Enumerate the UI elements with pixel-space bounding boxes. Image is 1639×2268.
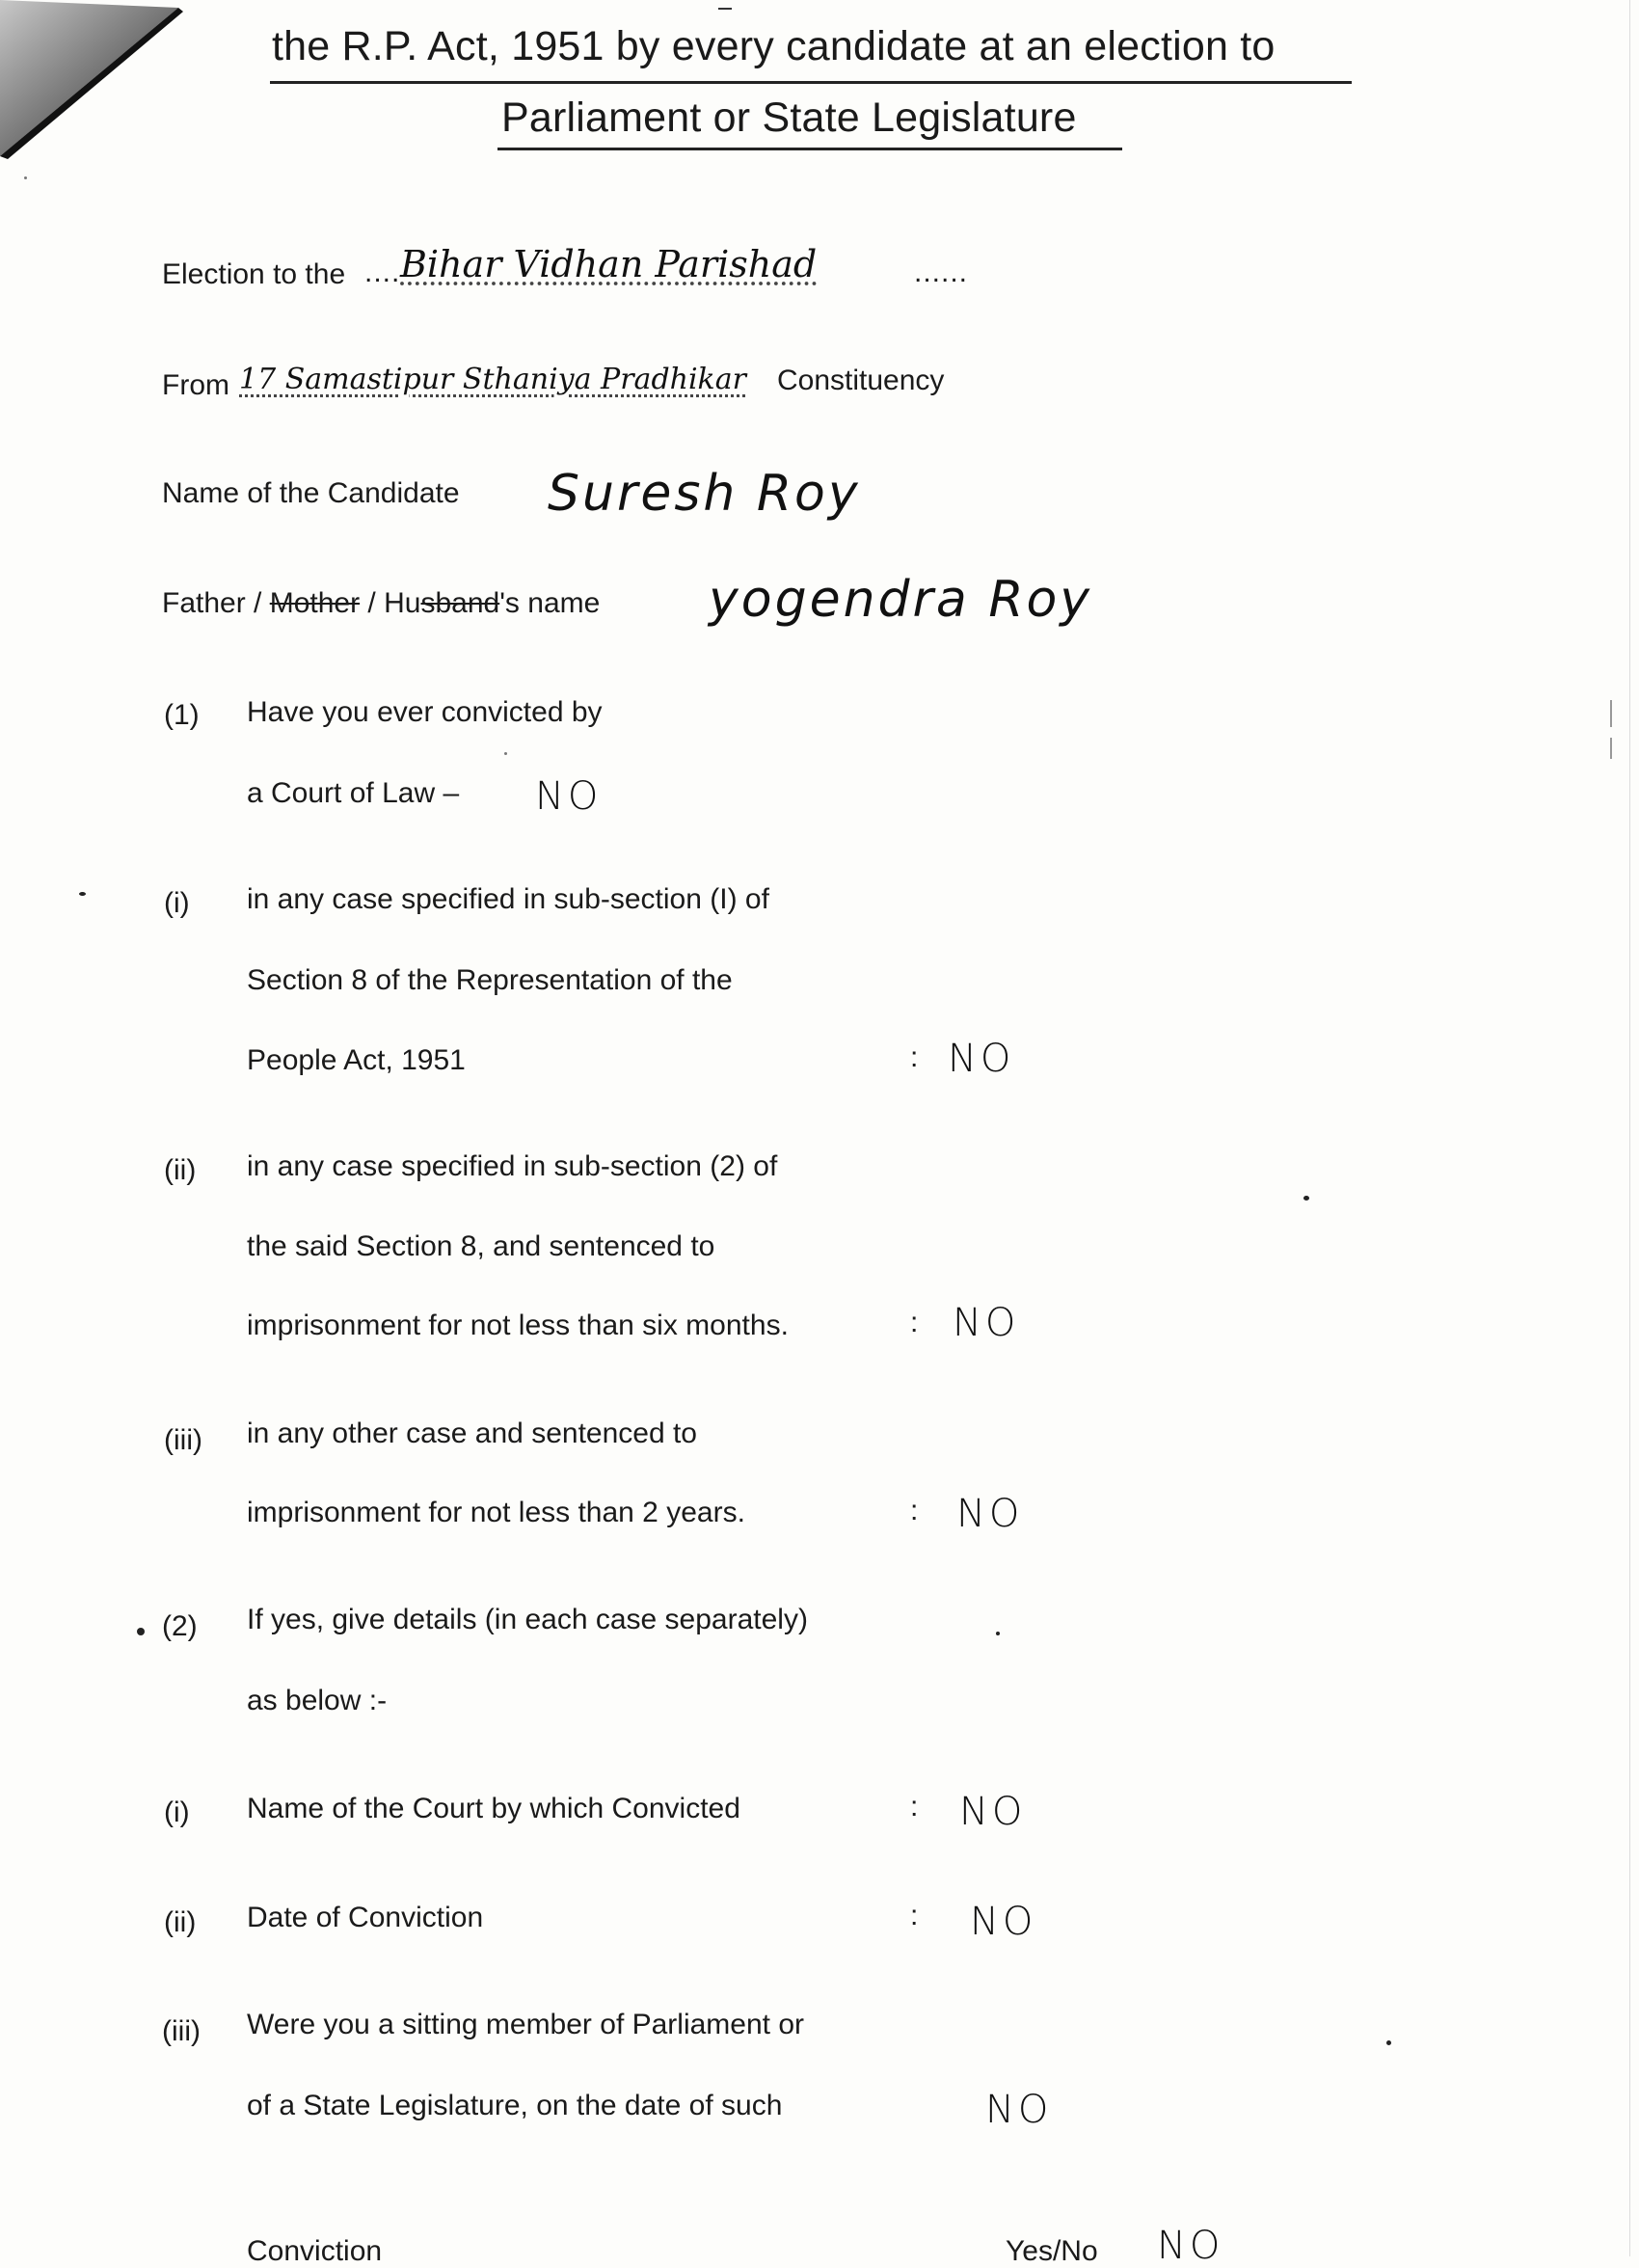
item-number: (1) [164,699,200,731]
footer-answer: NO [1157,2224,1224,2268]
item-line: Name of the Court by which Convicted [247,1793,740,1824]
item-answer: NO [535,774,603,819]
item-line: the said Section 8, and sentenced to [247,1230,715,1262]
from-value: 17 Samastipur Sthaniya Pradhikar [239,363,746,396]
header-rule-2 [497,148,1122,150]
election-dots-left: .... [364,256,401,288]
item-line: in any case specified in sub-section (2) of [247,1150,778,1182]
item-answer: NO [948,1037,1015,1081]
scan-speck [1386,2040,1391,2045]
relation-father: Father / [162,587,270,619]
item-colon: : [910,1791,919,1822]
relation-value: yogendra Roy [709,571,1093,629]
election-dots-right: ...... [914,256,969,288]
item-line: If yes, give details (in each case separately) [247,1604,808,1635]
header-title-line2: Parliament or State Legislature [501,94,1077,141]
scan-edge-mark [1610,700,1612,727]
scan-speck [137,1628,145,1635]
scan-edge-mark [1610,738,1612,759]
relation-sep: / Hu [360,587,421,619]
item-number: (ii) [164,1906,197,1938]
item-number: (i) [164,1796,190,1828]
item-colon: : [910,1041,919,1073]
scan-speck [996,1632,1000,1635]
item-number: (iii) [164,1424,202,1456]
scan-speck [1303,1196,1309,1201]
header-title-line1: the R.P. Act, 1951 by every candidate at an election to [272,23,1276,69]
item-line: People Act, 1951 [247,1044,466,1076]
relation-mother-struck: Mother [269,587,361,619]
item-line: as below :- [247,1685,388,1716]
candidate-value: Suresh Roy [548,465,861,523]
election-value: Bihar Vidhan Parishad [400,243,818,285]
relation-husband-struck: sband [420,587,500,619]
scan-speck [24,176,27,179]
item-answer: NO [970,1900,1037,1944]
item-line: Date of Conviction [247,1902,484,1933]
item-line: Have you ever convicted by [247,696,603,728]
item-colon: : [910,1307,919,1338]
item-line: imprisonment for not less than 2 years. [247,1497,745,1528]
item-answer: NO [985,2088,1053,2132]
item-answer: NO [956,1492,1024,1536]
footer-cut-text: Conviction [247,2235,383,2267]
scan-edge-mark [1629,0,1630,2256]
header-rule-1 [270,81,1352,84]
from-label: From [162,369,229,401]
item-line: in any case specified in sub-section (I) of [247,883,769,915]
item-answer: NO [953,1301,1020,1345]
item-number: (i) [164,887,190,919]
footer-yes-no: Yes/No [1006,2235,1098,2267]
item-number: (iii) [162,2015,201,2047]
candidate-label: Name of the Candidate [162,477,460,509]
constituency-label: Constituency [777,364,945,396]
item-answer: NO [959,1790,1027,1834]
item-number: (ii) [164,1154,197,1186]
item-line: in any other case and sentenced to [247,1418,697,1449]
item-line: of a State Legislature, on the date of such [247,2090,783,2121]
item-line: imprisonment for not less than six months. [247,1310,789,1341]
relation-end: 's name [499,587,601,619]
item-colon: : [910,1900,919,1931]
item-line: a Court of Law – [247,777,460,809]
relation-label [162,587,600,620]
top-tick [718,8,732,10]
item-colon: : [910,1495,919,1526]
page-corner-fold [0,0,183,159]
item-line: Section 8 of the Representation of the [247,964,733,996]
item-line: Were you a sitting member of Parliament or [247,2009,805,2040]
election-label: Election to the [162,258,346,290]
item-number: (2) [162,1610,198,1642]
scan-speck [79,892,86,896]
scan-speck [504,752,507,755]
